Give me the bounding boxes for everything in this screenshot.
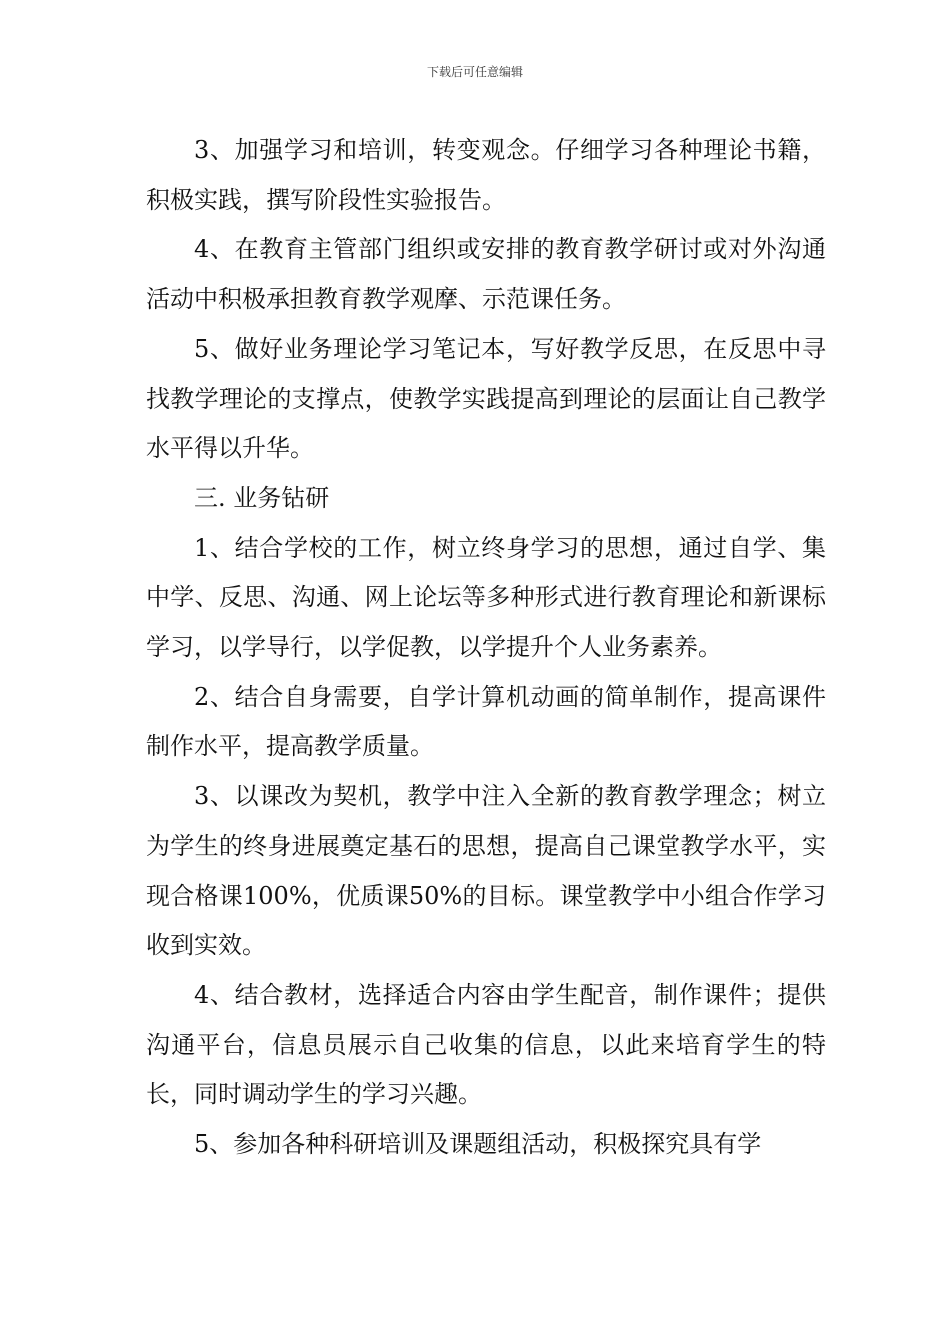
paragraph-reflection-notes: 5、做好业务理论学习笔记本，写好教学反思，在反思中寻找教学理论的支撑点，使教学实践提高到理论的层面让自己教学水平得以升华。 — [146, 334, 826, 463]
paragraph-research-activities: 5、参加各种科研培训及课题组活动，积极探究具有学 — [194, 1130, 762, 1159]
paragraph-demo-lessons: 4、在教育主管部门组织或安排的教育教学研讨或对外沟通活动中积极承担教育教学观摩、示范课任务。 — [146, 235, 826, 314]
document-body — [146, 126, 826, 1170]
paragraph-curriculum-reform: 3、以课改为契机，教学中注入全新的教育教学理念；树立为学生的终身进展奠定基石的思想，提高自己课堂教学水平，实现合格课100%，优质课50%的目标。课堂教学中小组合作学习收到实效。 — [146, 782, 826, 960]
section-heading-business-research: 三. 业务钻研 — [194, 483, 330, 512]
paragraph-lifelong-learning: 1、结合学校的工作，树立终身学习的思想，通过自学、集中学、反思、沟通、网上论坛等多种形式进行教育理论和新课标学习，以学导行，以学促教，以学提升个人业务素养。 — [146, 533, 826, 662]
paragraph-student-dubbing: 4、结合教材，选择适合内容由学生配音，制作课件；提供沟通平台，信息员展示自己收集的信息，以此来培育学生的特长，同时调动学生的学习兴趣。 — [146, 980, 826, 1109]
paragraph-courseware-animation: 2、结合自身需要，自学计算机动画的简单制作，提高课件制作水平，提高教学质量。 — [146, 682, 826, 761]
paragraph-study-training: 3、加强学习和培训，转变观念。仔细学习各种理论书籍，积极实践，撰写阶段性实验报告。 — [146, 136, 826, 214]
page-header-note: 下载后可任意编辑 — [426, 65, 523, 79]
